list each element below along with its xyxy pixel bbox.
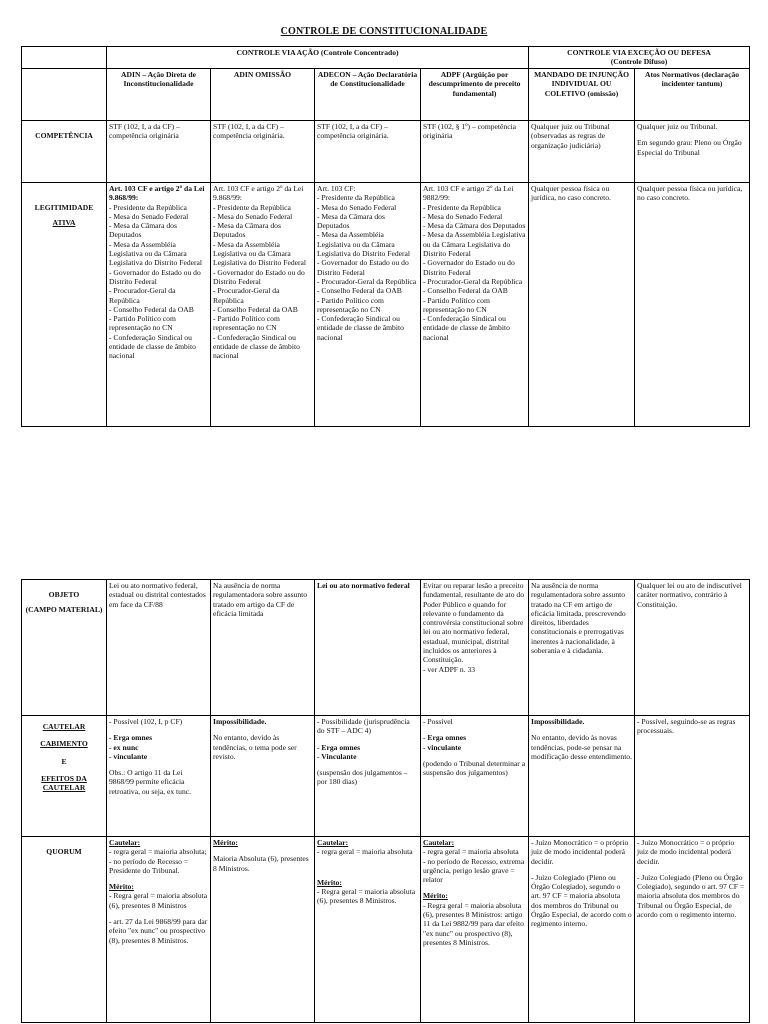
group-difuso-sublabel: (Controle Difuso) xyxy=(610,57,668,67)
competencia-adin: STF (102, I, a da CF) – competência originária xyxy=(107,121,211,183)
rowhead-legitimidade-line1: LEGITIMIDADE xyxy=(34,203,94,212)
quorum-adecon-1: - regra geral = maioria absoluta xyxy=(317,847,413,857)
competencia-atos xyxy=(635,121,750,183)
competencia-omissao: STF (102, I, a da CF) – competência originária. xyxy=(211,121,315,183)
objeto-adecon: Lei ou ato normativo federal xyxy=(315,580,421,716)
legit-list-item: - Mesa da Câmara dos Deputados xyxy=(109,221,177,240)
cautelar-mandado-1: Impossibilidade. xyxy=(531,717,585,726)
legitimidade-adin-intro: Art. 103 CF e artigo 2º da Lei 9.868/99: xyxy=(109,184,205,203)
legit-list-item: - Presidente da República xyxy=(317,193,395,203)
group-concentrado-label: CONTROLE VIA AÇÃO (Controle Concentrado) xyxy=(236,48,399,57)
legit-list-item: - Governador do Estado ou do Distrito Federal xyxy=(317,258,409,277)
quorum-mandado xyxy=(529,837,635,1023)
legit-list-item: - Presidente da República xyxy=(109,202,187,212)
rowhead-cautelar xyxy=(22,716,107,837)
rowhead-objeto-line2: (CAMPO MATERIAL) xyxy=(25,605,103,615)
legitimidade-adecon-intro: Art. 103 CF: xyxy=(317,184,356,193)
cautelar-adin-3: - ex nunc xyxy=(109,742,139,752)
legit-list-item: - Governador do Estado ou do Distrito Federal xyxy=(109,267,201,286)
legit-list-item: - Partido Político com representação no CN xyxy=(109,314,176,333)
legit-list-item: - Presidente da República xyxy=(213,202,291,212)
cautelar-adpf-3: - vinculante xyxy=(423,742,462,752)
column-header-row xyxy=(22,69,750,121)
legit-list-item: - Partido Político com representação no CN xyxy=(317,295,384,314)
objeto-adpf xyxy=(421,580,529,716)
quorum-adin-4: - art. 27 da Lei 9868/99 para dar efeito "ex nunc" ou prospectivo (8), presentes 8 Ministros. xyxy=(109,917,208,945)
legit-list-item: - Conselho Federal da OAB xyxy=(109,304,194,314)
quorum-adin xyxy=(107,837,211,1023)
legit-list-item: - Governador do Estado ou do Distrito Federal xyxy=(213,267,305,286)
quorum-adecon-merito: Mérito: xyxy=(317,877,342,887)
legit-list-item: - Procurador-Geral da República xyxy=(423,276,523,286)
cautelar-adpf-2: - Erga omnes xyxy=(423,733,467,743)
quorum-adin-merito: Mérito: xyxy=(109,882,134,892)
rowhead-objeto-line1: OBJETO xyxy=(48,590,80,599)
cautelar-adin-obs: Obs.: O artigo 11 da Lei 9868/99 permite eficácia retroativa, ou seja, ex tunc. xyxy=(109,768,192,796)
quorum-adecon xyxy=(315,837,421,1023)
legit-list-item: - Partido Político com representação no CN xyxy=(213,314,280,333)
cautelar-adpf-1: - Possível xyxy=(423,717,453,726)
cautelar-adin-4: - vinculante xyxy=(109,751,148,761)
legit-list-item: - Governador do Estado ou do Distrito Federal xyxy=(423,258,515,277)
cautelar-omissao xyxy=(211,716,315,837)
quorum-adpf-cautelar: Cautelar: xyxy=(423,838,455,847)
quorum-omissao xyxy=(211,837,315,1023)
col-atos: Atos Normativos (declaração incidenter tantum) xyxy=(635,69,750,121)
cautelar-mandado xyxy=(529,716,635,837)
quorum-mandado-1: - Juízo Monocrático = o próprio juiz de modo incidental poderá decidir. xyxy=(531,838,629,866)
cautelar-adin-1: - Possível (102, I, p CF) xyxy=(109,717,183,726)
legit-list-item: - Procurador-Geral da República xyxy=(109,286,176,305)
quorum-adin-cautelar: Cautelar: xyxy=(109,838,141,847)
bottom-table xyxy=(21,579,750,1023)
competencia-atos-text: Qualquer juiz ou Tribunal. xyxy=(637,122,718,131)
legit-list-item: - Mesa do Senado Federal xyxy=(109,211,189,221)
legit-list-item: - Mesa do Senado Federal xyxy=(213,211,293,221)
objeto-mandado: Na ausência de norma regulamentadora sobre assunto tratado na CF em artigo de eficácia limitada, prescrevendo direitos, liberdades constitucionais e prerrogativas inerentes à nacionalidade, à soberania e à cidadania. xyxy=(529,580,635,716)
legit-list-item: - Mesa da Câmara dos Deputados xyxy=(423,221,526,231)
legitimidade-adpf xyxy=(421,183,529,427)
legit-list-item: - Mesa do Senado Federal xyxy=(423,211,503,221)
objeto-atos: Qualquer lei ou ato de indiscutível caráter normativo, contrário à Constituição. xyxy=(635,580,750,716)
legitimidade-atos: Qualquer pessoa física ou jurídica, no caso concreto. xyxy=(635,183,750,427)
row-legitimidade xyxy=(22,183,750,427)
cautelar-adecon xyxy=(315,716,421,837)
objeto-adin: Lei ou ato normativo federal, estadual ou distrital contestados em face da CF/88 xyxy=(107,580,211,716)
quorum-omissao-merito: Mérito: xyxy=(213,838,238,847)
rowhead-cautelar-4: EFEITOS DA CAUTELAR xyxy=(41,773,87,793)
legit-list-item: - Conselho Federal da OAB xyxy=(317,286,402,296)
quorum-adpf-3: - Regra geral = maioria absoluta (6), presentes 8 Ministros: artigo 11 da Lei 9882/99 para dar efeito "ex nunc" ou prospectivo (8), presentes 8 Ministros. xyxy=(423,900,524,947)
rowhead-quorum: QUORUM xyxy=(22,837,107,1023)
competencia-atos-extra: Em segundo grau: Pleno ou Órgão Especial do Tribunal xyxy=(637,138,742,157)
document-title: CONTROLE DE CONSTITUCIONALIDADE xyxy=(280,26,488,37)
legitimidade-omissao xyxy=(211,183,315,427)
legit-list-item: - Confederação Sindical ou entidade de classe de âmbito nacional xyxy=(317,314,404,342)
legit-list-item: - Mesa da Assembléia Legislativa ou da Câmara Legislativa do Distrito Federal xyxy=(109,239,203,268)
legit-list-item: - Confederação Sindical ou entidade de classe de âmbito nacional xyxy=(423,314,510,342)
legit-list-item: - Procurador-Geral da República xyxy=(213,286,280,305)
top-table xyxy=(21,46,750,427)
cautelar-adecon-4: (suspensão dos julgamentos – por 180 dias) xyxy=(317,768,408,787)
quorum-atos-2: - Juízo Colegiado (Pleno ou Órgão Colegiado), segundo o art. 97 CF = maioria absoluta dos membros do Tribunal ou Órgão Especial, de acordo com o regimento interno. xyxy=(637,872,745,920)
quorum-adpf xyxy=(421,837,529,1023)
col-mandado: MANDADO DE INJUNÇÃO INDIVIDUAL OU COLETIVO (omissão) xyxy=(529,69,635,121)
competencia-adpf: STF (102, § 1º) – competência originária xyxy=(421,121,529,183)
legit-list-item: - Presidente da República xyxy=(423,202,501,212)
cautelar-omissao-1: Impossibilidade. xyxy=(213,717,267,726)
cautelar-omissao-2: No entanto, devido às tendências, o tema pode ser revisto. xyxy=(213,733,297,761)
rowhead-competencia: COMPETÊNCIA xyxy=(22,121,107,183)
legitimidade-adpf-intro: Art. 103 CF e artigo 2º da Lei 9882/99: xyxy=(423,184,514,203)
group-header-row xyxy=(22,47,750,69)
rowhead-cautelar-3: E xyxy=(61,756,67,766)
cautelar-adin xyxy=(107,716,211,837)
legitimidade-mandado: Qualquer pessoa física ou jurídica, no caso concreto. xyxy=(529,183,635,427)
row-competencia xyxy=(22,121,750,183)
cautelar-mandado-2: No entanto, devido às novas tendências, pode-se pensar na modificação desse entendimento. xyxy=(531,733,633,761)
corner-cell xyxy=(22,47,107,69)
quorum-mandado-2: - Juízo Colegiado (Pleno ou Órgão Colegiado), segundo o art. 97 CF = maioria absoluta dos membros do Tribunal ou Órgão Especial, de acordo com o regimento interno. xyxy=(531,872,632,929)
rowhead-legitimidade xyxy=(22,183,107,427)
quorum-adin-2: - no período de Recesso = Presidente do Tribunal. xyxy=(109,856,189,875)
cautelar-adecon-3: - Vinculante xyxy=(317,751,357,761)
rowhead-cautelar-1: CAUTELAR xyxy=(42,722,86,731)
col-adin-omissao: ADIN OMISSÃO xyxy=(211,69,315,121)
legitimidade-adecon xyxy=(315,183,421,427)
cautelar-adecon-2: - Erga omnes xyxy=(317,742,361,752)
col-adin: ADIN – Ação Direta de Inconstitucionalidade xyxy=(107,69,211,121)
competencia-adecon: STF (102, I, a da CF) – competência originária. xyxy=(315,121,421,183)
legit-list-item: - Conselho Federal da OAB xyxy=(213,304,298,314)
legit-list-item: - Mesa do Senado Federal xyxy=(317,202,397,212)
rowhead-cautelar-2: CABIMENTO xyxy=(40,739,88,749)
cautelar-adecon-1: - Possibilidade (jurisprudência do STF – ADC 4) xyxy=(317,717,410,736)
quorum-adecon-cautelar: Cautelar: xyxy=(317,838,349,847)
quorum-adin-1: - regra geral = maioria absoluta; xyxy=(109,847,207,857)
legit-list-item: - Mesa da Câmara dos Deputados xyxy=(213,221,281,240)
objeto-adpf-text: Evitar ou reparar lesão a preceito fundamental, resultante de ato do Poder Público e quando for relevante o fundamento da controvérsia constitucional sobre lei ou ato normativo federal, estadual, municipal, distrital incluídos os anteriores à Constituição. xyxy=(423,581,525,665)
legitimidade-adin xyxy=(107,183,211,427)
cautelar-adpf xyxy=(421,716,529,837)
group-difuso xyxy=(529,47,750,69)
group-concentrado xyxy=(107,47,529,69)
quorum-adpf-2: - no período de Recesso, extrema urgência, perigo lesão grave = relator xyxy=(423,856,525,885)
row-quorum xyxy=(22,837,750,1023)
legit-list-item: - Conselho Federal da OAB xyxy=(423,286,508,296)
cautelar-adin-2: - Erga omnes xyxy=(109,733,153,743)
legit-list-item: - Mesa da Câmara dos Deputados xyxy=(317,211,385,231)
quorum-adpf-merito: Mérito: xyxy=(423,891,448,901)
col-adpf: ADPF (Argüição por descumprimento de preceito fundamental) xyxy=(421,69,529,121)
objeto-omissao: Na ausência de norma regulamentadora sobre assunto tratado em artigo da CF de eficácia limitada xyxy=(211,580,315,716)
col-adecon: ADECON – Ação Declaratória de Constitucionalidade xyxy=(315,69,421,121)
cautelar-adpf-4: (podendo o Tribunal determinar a suspensão dos julgamentos) xyxy=(423,758,526,778)
row-cautelar xyxy=(22,716,750,837)
legitimidade-omissao-intro: Art. 103 CF e artigo 2º da Lei 9.868/99: xyxy=(213,184,304,203)
quorum-omissao-1: Maioria Absoluta (6), presentes 8 Ministros. xyxy=(213,854,309,873)
rowhead-legitimidade-line2: ATIVA xyxy=(52,218,76,228)
group-difuso-label: CONTROLE VIA EXCEÇÃO OU DEFESA xyxy=(567,48,711,57)
legit-list-item: - Confederação Sindical ou entidade de classe de âmbito nacional xyxy=(213,332,300,361)
cautelar-atos: - Possível, seguindo-se as regras processuais. xyxy=(635,716,750,837)
quorum-atos xyxy=(635,837,750,1023)
legit-list-item: - Procurador-Geral da República xyxy=(317,276,417,286)
quorum-atos-1: - Juízo Monocrático = o próprio juiz de modo incidental poderá decidir. xyxy=(637,838,735,866)
quorum-adpf-1: - regra geral = maioria absoluta xyxy=(423,847,519,857)
quorum-adecon-2: - Regra geral = maioria absoluta (6), presentes 8 Ministros. xyxy=(317,886,416,906)
quorum-adin-3: - Regra geral = maioria absoluta (6), presentes 8 Ministros xyxy=(109,891,208,910)
legit-list-item: - Partido Político com representação no CN xyxy=(423,295,490,314)
competencia-mandado: Qualquer juiz ou Tribunal (observadas as regras de organização judiciária) xyxy=(529,121,635,183)
objeto-adpf-ref: - ver ADPF n. 33 xyxy=(423,664,476,674)
corner-cell-2 xyxy=(22,69,107,121)
legit-list-item: - Mesa da Assembléia Legislativa ou da Câmara Legislativa do Distrito Federal xyxy=(213,239,307,268)
rowhead-objeto xyxy=(22,580,107,716)
legit-list-item: - Mesa da Assembléia Legislativa ou da Câmara Legislativa do Distrito Federal xyxy=(423,230,526,259)
legit-list-item: - Confederação Sindical ou entidade de classe de âmbito nacional xyxy=(109,332,196,361)
legit-list-item: - Mesa da Assembléia Legislativa ou da Câmara Legislativa do Distrito Federal xyxy=(317,230,411,259)
row-objeto xyxy=(22,580,750,716)
